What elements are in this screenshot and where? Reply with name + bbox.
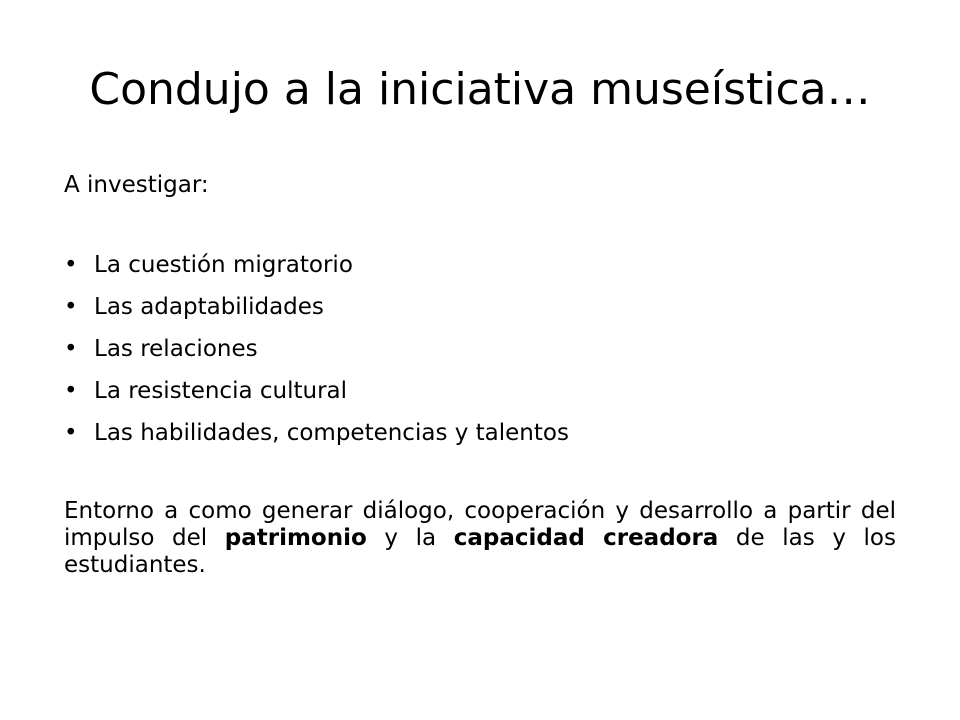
bullet-icon: • <box>64 336 78 362</box>
list-item <box>64 244 896 286</box>
list-item-text: La resistencia cultural <box>94 378 348 404</box>
closing-text-part3: de las y los estudiantes. <box>64 525 896 578</box>
list-item <box>64 286 896 328</box>
list-item <box>64 328 896 370</box>
bullet-icon: • <box>64 294 78 320</box>
slide-content <box>64 170 896 579</box>
closing-bold-capacidad: capacidad creadora <box>453 525 719 551</box>
closing-paragraph <box>64 498 896 579</box>
list-item-text: La cuestión migratorio <box>94 252 353 278</box>
bullet-icon: • <box>64 420 78 446</box>
closing-text-part2: y la <box>366 525 454 551</box>
list-item <box>64 370 896 412</box>
list-item-text: Las relaciones <box>94 336 258 362</box>
closing-text-part1: Entorno a como generar diálogo, cooperación y desarrollo a partir del impulso del <box>64 498 896 551</box>
bullet-list <box>64 244 896 454</box>
bullet-icon: • <box>64 252 78 278</box>
slide-title: Condujo a la iniciativa museística… <box>89 64 871 115</box>
list-item-text: Las adaptabilidades <box>94 294 324 320</box>
intro-text: A investigar: <box>64 172 209 198</box>
list-item-text: Las habilidades, competencias y talentos <box>94 420 569 446</box>
closing-bold-patrimonio: patrimonio <box>224 525 367 551</box>
list-item <box>64 412 896 454</box>
bullet-icon: • <box>64 378 78 404</box>
